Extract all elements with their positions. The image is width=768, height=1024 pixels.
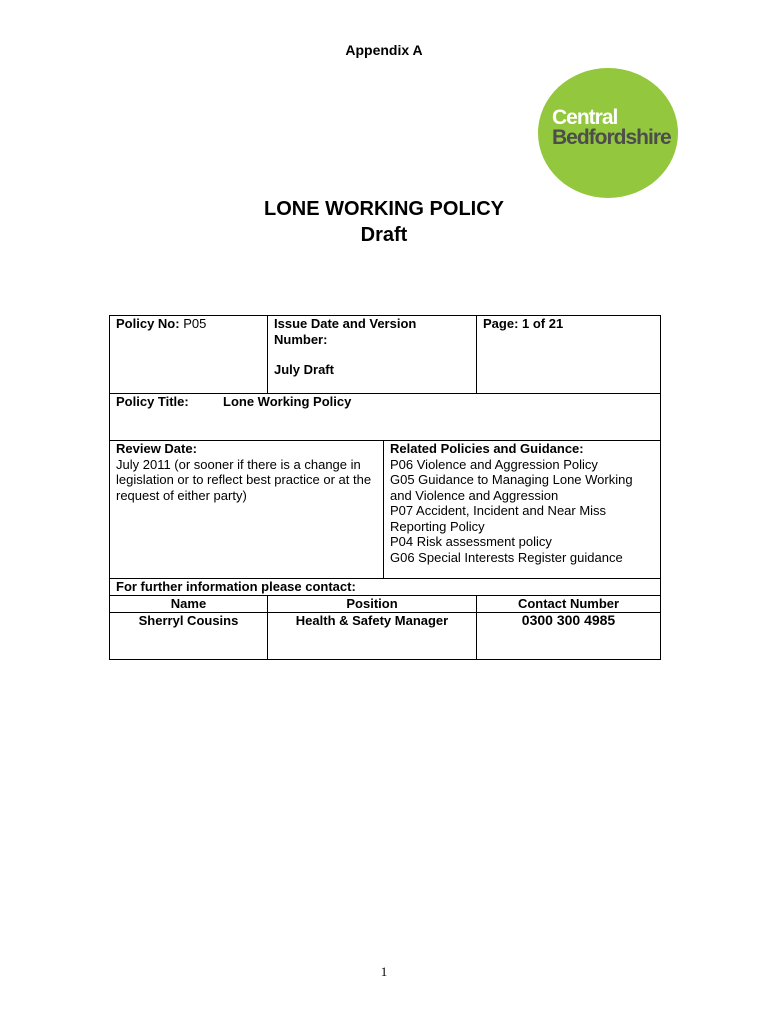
column-position-header: Position <box>268 596 477 613</box>
issue-date-label: Issue Date and Version Number: <box>274 316 417 347</box>
logo-line-2: Bedfordshire <box>552 126 671 149</box>
related-policy-item: P07 Accident, Incident and Near Miss Reporting Policy <box>390 503 607 534</box>
related-policy-item: G05 Guidance to Managing Lone Working and Violence and Aggression <box>390 472 633 503</box>
contact-name: Sherryl Cousins <box>110 613 268 660</box>
title-line-1: LONE WORKING POLICY <box>264 198 504 220</box>
review-related-row <box>110 441 661 579</box>
review-date-text: July 2011 (or sooner if there is a change in legislation or to reflect best practice or at the request of either party) <box>116 456 372 503</box>
policy-title-label: Policy Title: <box>116 394 189 409</box>
contact-position: Health & Safety Manager <box>268 613 477 660</box>
central-bedfordshire-logo <box>538 68 678 198</box>
related-policy-item: P04 Risk assessment policy <box>390 534 552 549</box>
page-number: 1 <box>380 964 388 979</box>
contact-row <box>110 613 661 660</box>
policy-title-cell <box>110 394 661 441</box>
related-policy-item: P06 Violence and Aggression Policy <box>390 456 598 472</box>
logo-line-1: Central <box>552 106 618 129</box>
policy-number-label: Policy No: <box>116 316 180 331</box>
policy-title-row <box>110 394 661 441</box>
related-policy-item: G06 Special Interests Register guidance <box>390 549 623 565</box>
document-title <box>0 196 768 248</box>
column-name-header: Name <box>110 596 268 613</box>
contact-header-row <box>110 579 661 596</box>
page-count-label: Page: 1 of 21 <box>483 316 564 331</box>
contact-phone: 0300 300 4985 <box>477 613 661 660</box>
contact-header: For further information please contact: <box>110 579 661 596</box>
title-line-2: Draft <box>360 224 408 246</box>
review-date-label: Review Date: <box>116 441 197 456</box>
policy-number-cell <box>110 316 268 394</box>
column-contact-header: Contact Number <box>477 596 661 613</box>
review-date-cell <box>110 441 384 579</box>
related-policies-label: Related Policies and Guidance: <box>390 441 584 456</box>
issue-date-cell <box>268 316 477 394</box>
contact-columns-row <box>110 596 661 613</box>
policy-header-row <box>110 316 661 394</box>
appendix-label: Appendix A <box>345 42 423 58</box>
issue-date-value: July Draft <box>274 362 334 377</box>
page-count-cell <box>477 316 661 394</box>
policy-info-table <box>109 315 661 660</box>
policy-title-value: Lone Working Policy <box>223 394 352 409</box>
related-policies-cell <box>384 441 661 579</box>
policy-number-value: P05 <box>183 316 207 331</box>
